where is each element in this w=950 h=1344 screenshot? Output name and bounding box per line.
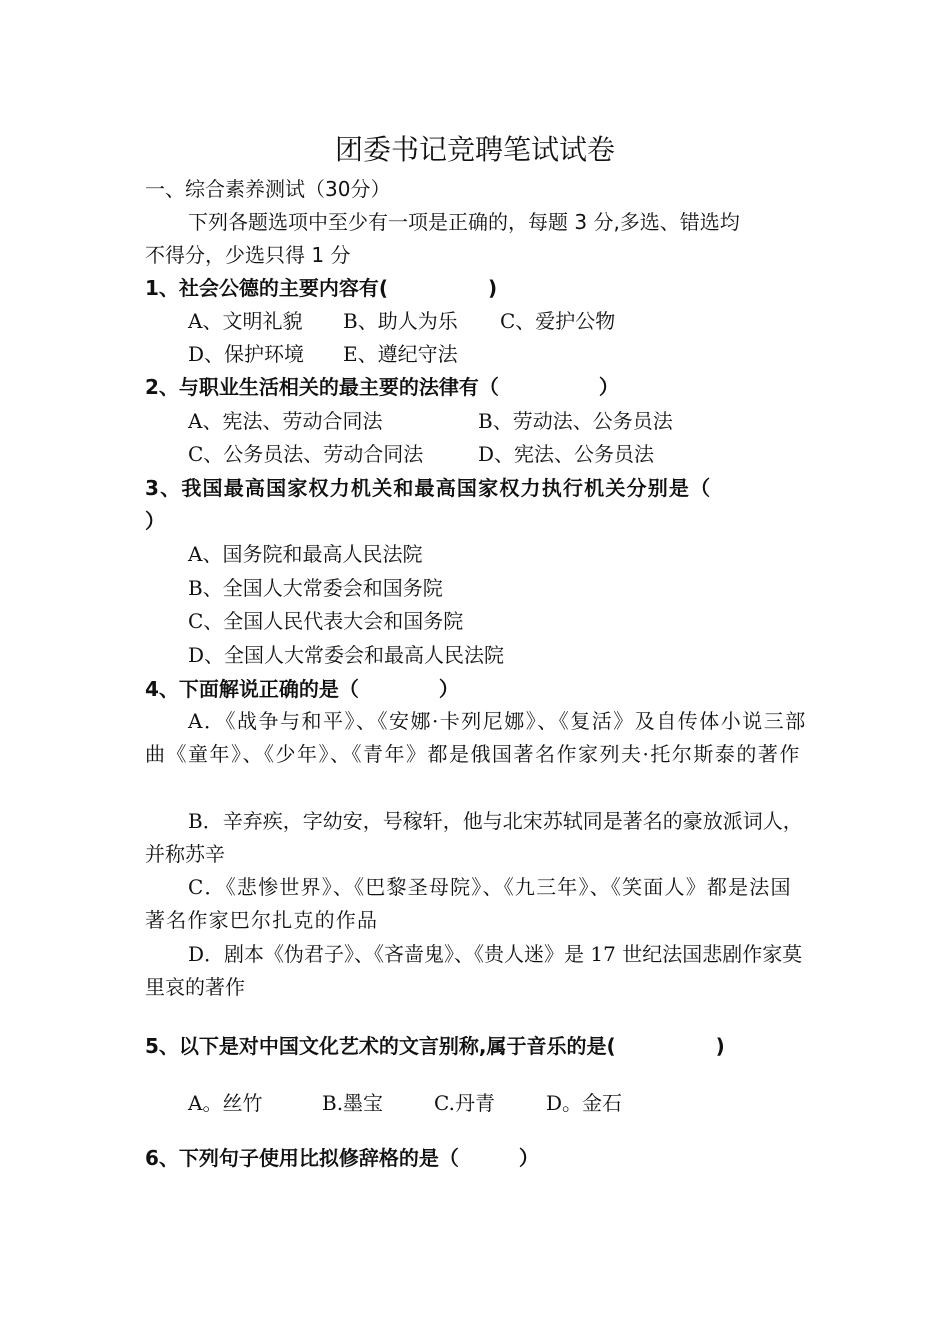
instructions-line-2: 不得分，少选只得 1 分: [145, 243, 351, 267]
q2-option-d: D、宪法、公务员法: [478, 442, 655, 466]
question-2-stem: 2、与职业生活相关的最主要的法律有（ ）: [145, 375, 619, 399]
q2-option-c: C、公务员法、劳动合同法: [188, 442, 424, 466]
q4-option-b: B．辛弃疾，字幼安，号稼轩，他与北宋苏轼同是著名的豪放派词人，并称苏辛: [145, 809, 803, 866]
question-2-options-row-1: [188, 408, 673, 434]
question-1-stem: 1、社会公德的主要内容有( ): [145, 276, 498, 300]
q5-option-c: C.丹青: [434, 1091, 495, 1115]
q1-option-d: D、保护环境: [188, 342, 305, 366]
q1-option-c: C、爱护公物: [500, 309, 616, 333]
q3-option-d: D、全国人大常委会和最高人民法院: [188, 643, 505, 667]
q5-option-b: B.墨宝: [322, 1091, 384, 1115]
q4-option-a: A．《战争与和平》、《安娜·卡列尼娜》、《复活》及自传体小说三部曲《童年》、《少年》、《青年》都是俄国著名作家列夫·托尔斯泰的著作: [145, 709, 807, 766]
instructions-line-1: 下列各题选项中至少有一项是正确的，每题 3 分,多选、错选均: [188, 210, 740, 234]
question-4-stem: 4、下面解说正确的是（ ）: [145, 677, 459, 701]
question-1-options-row-2: [188, 341, 458, 367]
page-title: 团委书记竞聘笔试试卷: [334, 133, 615, 166]
q4-option-c: C．《悲惨世界》、《巴黎圣母院》、《九三年》、《笑面人》都是法国著名作家巴尔扎克的作品: [145, 875, 792, 932]
q3-option-b: B、全国人大常委会和国务院: [188, 576, 443, 600]
q1-option-a: A、文明礼貌: [188, 309, 303, 333]
question-3-stem-line-2: ）: [145, 509, 165, 533]
q2-option-b: B、劳动法、公务员法: [478, 409, 673, 433]
question-6-stem: 6、下列句子使用比拟修辞格的是（ ）: [145, 1146, 539, 1170]
question-1-options-row-1: [188, 308, 615, 334]
section-heading: 一、综合素养测试（30分）: [145, 177, 391, 201]
q3-option-c: C、全国人民代表大会和国务院: [188, 609, 464, 633]
q4-option-d: D．剧本《伪君子》、《吝啬鬼》、《贵人迷》是 17 世纪法国悲剧作家莫里哀的著作: [145, 942, 803, 999]
q2-option-a: A、宪法、劳动合同法: [188, 409, 383, 433]
q5-option-d: D。金石: [546, 1091, 623, 1115]
q1-option-b: B、助人为乐: [343, 309, 458, 333]
question-3-stem-line-1: 3、我国最高国家权力机关和最高国家权力执行机关分别是（: [145, 476, 712, 500]
q1-option-e: E、遵纪守法: [343, 342, 458, 366]
q3-option-a: A、国务院和最高人民法院: [188, 542, 423, 566]
q5-option-a: A。丝竹: [188, 1091, 263, 1115]
question-5-options-row: [188, 1090, 622, 1116]
question-5-stem: 5、以下是对中国文化艺术的文言别称,属于音乐的是( ): [145, 1034, 725, 1058]
question-2-options-row-2: [188, 441, 654, 467]
